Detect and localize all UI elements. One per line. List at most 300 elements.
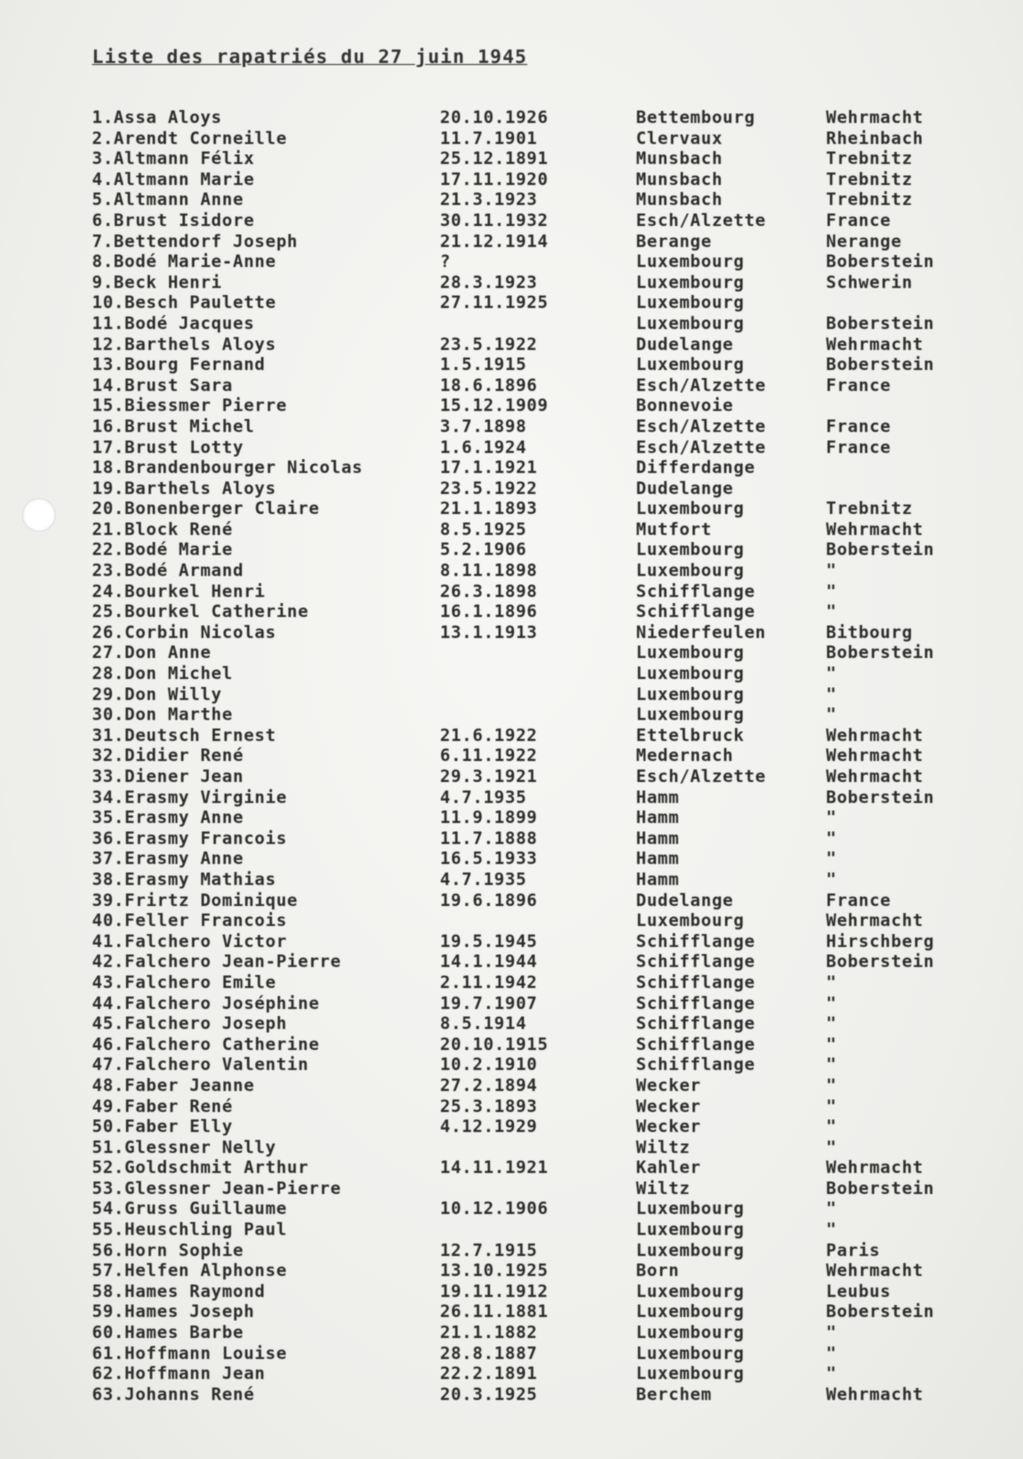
list-item: [0, 1158, 1023, 1179]
entry-name: 43.Falchero Emile: [92, 972, 277, 993]
entry-name: 16.Brust Michel: [92, 416, 255, 437]
entry-name: 18.Brandenbourger Nicolas: [92, 458, 363, 479]
entry-birthdate: 11.7.1888: [440, 828, 538, 849]
entry-name: 28.Don Michel: [92, 664, 233, 685]
entry-place: Luxembourg: [636, 561, 745, 582]
entry-place: Esch/Alzette: [636, 210, 767, 231]
entry-birthdate: 25.3.1893: [440, 1096, 538, 1117]
list-item: [0, 1138, 1023, 1159]
list-item: [0, 767, 1023, 788]
entry-place: Schifflange: [636, 602, 756, 623]
list-item: [0, 376, 1023, 397]
entry-place: Clervaux: [636, 128, 723, 149]
entry-birthdate: 21.12.1914: [440, 231, 549, 252]
entry-birthdate: 12.7.1915: [440, 1240, 538, 1261]
entry-destination: Boberstein: [826, 952, 935, 973]
entry-destination: ": [826, 1323, 837, 1344]
list-item: [0, 788, 1023, 809]
entry-birthdate: 4.7.1935: [440, 787, 527, 808]
entry-birthdate: 21.1.1893: [440, 499, 538, 520]
entry-birthdate: 15.12.1909: [440, 396, 549, 417]
list-item: [0, 540, 1023, 561]
list-item: [0, 808, 1023, 829]
list-item: [0, 252, 1023, 273]
entry-name: 48.Faber Jeanne: [92, 1075, 255, 1096]
entry-destination: ": [826, 1220, 837, 1241]
entry-place: Dudelange: [636, 890, 734, 911]
entry-place: Hamm: [636, 808, 680, 829]
entry-destination: Boberstein: [826, 313, 935, 334]
entry-destination: Trebnitz: [826, 149, 913, 170]
entry-birthdate: 13.10.1925: [440, 1261, 549, 1282]
list-item: [0, 952, 1023, 973]
entry-birthdate: 29.3.1921: [440, 767, 538, 787]
entry-destination: ": [826, 705, 837, 726]
entry-name: 6.Brust Isidore: [92, 210, 255, 231]
entry-place: Luxembourg: [636, 1220, 745, 1241]
entry-destination: Wehrmacht: [826, 519, 924, 540]
entry-birthdate: 8.5.1925: [440, 519, 527, 540]
entry-destination: ": [826, 561, 837, 582]
entry-place: Schifflange: [636, 993, 756, 1014]
entry-destination: France: [826, 437, 892, 458]
entry-place: Bonnevoie: [636, 396, 734, 417]
list-item: [0, 685, 1023, 706]
entry-place: Luxembourg: [636, 705, 745, 726]
entry-name: 39.Frirtz Dominique: [92, 890, 298, 911]
list-item: [0, 1344, 1023, 1365]
entry-birthdate: 19.11.1912: [440, 1281, 549, 1302]
entry-birthdate: ?: [440, 252, 451, 273]
list-item: [0, 870, 1023, 891]
entry-name: 53.Glessner Jean-Pierre: [92, 1178, 342, 1199]
entry-name: 4.Altmann Marie: [92, 169, 255, 190]
entry-place: Dudelange: [636, 478, 734, 499]
entry-birthdate: 27.2.1894: [440, 1075, 538, 1096]
entry-destination: ": [826, 1343, 837, 1364]
entry-place: Luxembourg: [636, 911, 745, 932]
entry-place: Hamm: [636, 869, 680, 890]
entry-place: Luxembourg: [636, 252, 745, 273]
entry-birthdate: 14.1.1944: [440, 952, 538, 973]
entry-destination: Wehrmacht: [826, 746, 924, 767]
entry-birthdate: 17.1.1921: [440, 458, 538, 479]
entry-place: Esch/Alzette: [636, 767, 767, 787]
entry-destination: Hirschberg: [826, 931, 935, 952]
entry-place: Luxembourg: [636, 499, 745, 520]
list-item: [0, 911, 1023, 932]
entry-name: 21.Block René: [92, 519, 233, 540]
entry-place: Hamm: [636, 849, 680, 870]
entry-place: Hamm: [636, 828, 680, 849]
list-item: [0, 1097, 1023, 1118]
entry-birthdate: 28.8.1887: [440, 1343, 538, 1364]
entry-destination: Boberstein: [826, 355, 935, 376]
entry-birthdate: 26.11.1881: [440, 1302, 549, 1323]
entry-name: 46.Falchero Catherine: [92, 1034, 320, 1055]
entry-place: Luxembourg: [636, 313, 745, 334]
entry-name: 22.Bodé Marie: [92, 540, 233, 561]
entry-name: 33.Diener Jean: [92, 767, 244, 787]
entry-name: 54.Gruss Guillaume: [92, 1199, 288, 1220]
entry-place: Medernach: [636, 746, 734, 767]
entry-birthdate: 4.12.1929: [440, 1117, 538, 1138]
entry-birthdate: 10.2.1910: [440, 1055, 538, 1076]
entry-place: Esch/Alzette: [636, 416, 767, 437]
entry-destination: ": [826, 828, 837, 849]
entry-birthdate: 18.6.1896: [440, 375, 538, 396]
list-item: [0, 623, 1023, 644]
entry-name: 63.Johanns René: [92, 1384, 255, 1405]
entry-destination: Wehrmacht: [826, 911, 924, 932]
entry-name: 56.Horn Sophie: [92, 1240, 244, 1261]
list-item: [0, 1302, 1023, 1323]
entry-destination: France: [826, 890, 892, 911]
entry-destination: Boberstein: [826, 252, 935, 273]
entry-name: 55.Heuschling Paul: [92, 1220, 288, 1241]
entry-birthdate: 13.1.1913: [440, 622, 538, 643]
entry-name: 60.Hames Barbe: [92, 1323, 244, 1344]
entry-birthdate: 16.1.1896: [440, 602, 538, 623]
entry-destination: ": [826, 993, 837, 1014]
list-item: [0, 705, 1023, 726]
list-item: [0, 932, 1023, 953]
entry-birthdate: 23.5.1922: [440, 478, 538, 499]
entry-place: Schifflange: [636, 972, 756, 993]
entry-birthdate: 8.5.1914: [440, 1014, 527, 1035]
entry-name: 34.Erasmy Virginie: [92, 787, 288, 808]
entry-birthdate: 3.7.1898: [440, 416, 527, 437]
entry-destination: Trebnitz: [826, 499, 913, 520]
entry-place: Luxembourg: [636, 540, 745, 561]
entry-destination: Boberstein: [826, 1302, 935, 1323]
entry-destination: ": [826, 684, 837, 705]
entry-place: Berange: [636, 231, 712, 252]
entry-place: Munsbach: [636, 169, 723, 190]
entry-name: 30.Don Marthe: [92, 705, 233, 726]
list-item: [0, 1014, 1023, 1035]
list-item: [0, 664, 1023, 685]
entry-place: Wecker: [636, 1117, 702, 1138]
entry-destination: Wehrmacht: [826, 1384, 924, 1405]
entry-birthdate: 22.2.1891: [440, 1364, 538, 1385]
entry-name: 51.Glessner Nelly: [92, 1137, 277, 1158]
entry-name: 23.Bodé Armand: [92, 561, 244, 582]
entry-destination: Trebnitz: [826, 190, 913, 211]
entry-destination: Leubus: [826, 1281, 892, 1302]
entry-birthdate: 19.6.1896: [440, 890, 538, 911]
entry-name: 12.Barthels Aloys: [92, 334, 277, 355]
repatriates-list: [0, 108, 1023, 1405]
list-item: [0, 746, 1023, 767]
entry-destination: Boberstein: [826, 1178, 935, 1199]
list-item: [0, 973, 1023, 994]
list-item: [0, 190, 1023, 211]
entry-place: Luxembourg: [636, 1240, 745, 1261]
entry-place: Luxembourg: [636, 1199, 745, 1220]
entry-name: 32.Didier René: [92, 746, 244, 767]
list-item: [0, 1117, 1023, 1138]
entry-name: 27.Don Anne: [92, 643, 212, 664]
entry-birthdate: 11.7.1901: [440, 128, 538, 149]
entry-name: 25.Bourkel Catherine: [92, 602, 309, 623]
entry-name: 5.Altmann Anne: [92, 190, 244, 211]
entry-place: Mutfort: [636, 519, 712, 540]
entry-birthdate: 16.5.1933: [440, 849, 538, 870]
entry-place: Luxembourg: [636, 293, 745, 314]
entry-destination: Wehrmacht: [826, 1261, 924, 1282]
entry-name: 50.Faber Elly: [92, 1117, 233, 1138]
entry-destination: Wehrmacht: [826, 1158, 924, 1179]
entry-place: Luxembourg: [636, 1343, 745, 1364]
entry-birthdate: 21.1.1882: [440, 1323, 538, 1344]
entry-destination: Boberstein: [826, 643, 935, 664]
list-item: [0, 129, 1023, 150]
list-item: [0, 1035, 1023, 1056]
entry-destination: Wehrmacht: [826, 108, 924, 128]
entry-place: Ettelbruck: [636, 725, 745, 746]
entry-name: 15.Biessmer Pierre: [92, 396, 288, 417]
entry-place: Esch/Alzette: [636, 437, 767, 458]
entry-place: Schifflange: [636, 1014, 756, 1035]
list-item: [0, 458, 1023, 479]
entry-place: Munsbach: [636, 190, 723, 211]
entry-destination: ": [826, 1199, 837, 1220]
entry-destination: ": [826, 869, 837, 890]
entry-destination: Trebnitz: [826, 169, 913, 190]
list-item: [0, 561, 1023, 582]
entry-birthdate: 20.10.1926: [440, 108, 549, 128]
entry-name: 1.Assa Aloys: [92, 108, 223, 128]
entry-birthdate: 27.11.1925: [440, 293, 549, 314]
entry-place: Luxembourg: [636, 643, 745, 664]
entry-destination: ": [826, 1075, 837, 1096]
list-item: [0, 335, 1023, 356]
list-item: [0, 891, 1023, 912]
entry-name: 44.Falchero Joséphine: [92, 993, 320, 1014]
list-item: [0, 994, 1023, 1015]
entry-name: 57.Helfen Alphonse: [92, 1261, 288, 1282]
entry-birthdate: 21.6.1922: [440, 725, 538, 746]
entry-birthdate: 19.5.1945: [440, 931, 538, 952]
entry-name: 40.Feller Francois: [92, 911, 288, 932]
entry-birthdate: 19.7.1907: [440, 993, 538, 1014]
entry-birthdate: 20.3.1925: [440, 1384, 538, 1405]
list-item: [0, 849, 1023, 870]
entry-name: 45.Falchero Joseph: [92, 1014, 288, 1035]
entry-name: 14.Brust Sara: [92, 375, 233, 396]
entry-birthdate: 1.6.1924: [440, 437, 527, 458]
entry-place: Berchem: [636, 1384, 712, 1405]
entry-destination: France: [826, 210, 892, 231]
list-item: [0, 1076, 1023, 1097]
entry-destination: ": [826, 602, 837, 623]
list-item: [0, 417, 1023, 438]
entry-destination: ": [826, 664, 837, 685]
entry-destination: ": [826, 849, 837, 870]
entry-name: 37.Erasmy Anne: [92, 849, 244, 870]
list-item: [0, 1385, 1023, 1406]
list-item: [0, 1179, 1023, 1200]
entry-destination: ": [826, 1096, 837, 1117]
entry-place: Niederfeulen: [636, 622, 767, 643]
entry-name: 20.Bonenberger Claire: [92, 499, 320, 520]
list-item: [0, 520, 1023, 541]
entry-name: 62.Hoffmann Jean: [92, 1364, 266, 1385]
entry-place: Differdange: [636, 458, 756, 479]
entry-name: 61.Hoffmann Louise: [92, 1343, 288, 1364]
entry-destination: Nerange: [826, 231, 902, 252]
entry-name: 35.Erasmy Anne: [92, 808, 244, 829]
entry-name: 9.Beck Henri: [92, 272, 223, 293]
entry-destination: ": [826, 1117, 837, 1138]
entry-destination: ": [826, 1014, 837, 1035]
entry-destination: ": [826, 1364, 837, 1385]
entry-name: 41.Falchero Victor: [92, 931, 288, 952]
entry-destination: Bitbourg: [826, 622, 913, 643]
entry-birthdate: 14.11.1921: [440, 1158, 549, 1179]
list-item: [0, 170, 1023, 191]
entry-place: Kahler: [636, 1158, 702, 1179]
entry-destination: Boberstein: [826, 787, 935, 808]
list-item: [0, 602, 1023, 623]
entry-destination: ": [826, 1055, 837, 1076]
entry-name: 7.Bettendorf Joseph: [92, 231, 298, 252]
entry-place: Wiltz: [636, 1178, 691, 1199]
entry-name: 52.Goldschmit Arthur: [92, 1158, 309, 1179]
entry-birthdate: 26.3.1898: [440, 581, 538, 602]
entry-name: 26.Corbin Nicolas: [92, 622, 277, 643]
list-item: [0, 643, 1023, 664]
entry-place: Esch/Alzette: [636, 375, 767, 396]
entry-destination: Schwerin: [826, 272, 913, 293]
entry-place: Luxembourg: [636, 1281, 745, 1302]
entry-place: Schifflange: [636, 581, 756, 602]
list-item: [0, 1261, 1023, 1282]
list-item: [0, 211, 1023, 232]
list-item: [0, 396, 1023, 417]
entry-destination: ": [826, 808, 837, 829]
entry-name: 2.Arendt Corneille: [92, 128, 288, 149]
list-item: [0, 726, 1023, 747]
entry-birthdate: 4.7.1935: [440, 869, 527, 890]
entry-birthdate: 2.11.1942: [440, 972, 538, 993]
entry-birthdate: 23.5.1922: [440, 334, 538, 355]
entry-name: 10.Besch Paulette: [92, 293, 277, 314]
entry-place: Luxembourg: [636, 664, 745, 685]
entry-destination: Wehrmacht: [826, 767, 924, 787]
entry-place: Dudelange: [636, 334, 734, 355]
list-item: [0, 232, 1023, 253]
list-item: [0, 479, 1023, 500]
entry-name: 19.Barthels Aloys: [92, 478, 277, 499]
entry-place: Luxembourg: [636, 272, 745, 293]
entry-destination: Wehrmacht: [826, 725, 924, 746]
entry-destination: Rheinbach: [826, 128, 924, 149]
entry-name: 59.Hames Joseph: [92, 1302, 255, 1323]
entry-name: 29.Don Willy: [92, 684, 223, 705]
list-item: [0, 438, 1023, 459]
entry-destination: France: [826, 375, 892, 396]
entry-place: Luxembourg: [636, 684, 745, 705]
list-item: [0, 293, 1023, 314]
entry-place: Wecker: [636, 1075, 702, 1096]
entry-destination: ": [826, 581, 837, 602]
entry-name: 8.Bodé Marie-Anne: [92, 252, 277, 273]
list-item: [0, 1241, 1023, 1262]
entry-name: 42.Falchero Jean-Pierre: [92, 952, 342, 973]
list-item: [0, 355, 1023, 376]
entry-name: 38.Erasmy Mathias: [92, 869, 277, 890]
entry-birthdate: 11.9.1899: [440, 808, 538, 829]
entry-birthdate: 30.11.1932: [440, 210, 549, 231]
entry-birthdate: 28.3.1923: [440, 272, 538, 293]
entry-place: Wecker: [636, 1096, 702, 1117]
entry-place: Luxembourg: [636, 355, 745, 376]
entry-place: Schifflange: [636, 952, 756, 973]
entry-destination: ": [826, 1137, 837, 1158]
list-item: [0, 1055, 1023, 1076]
entry-name: 17.Brust Lotty: [92, 437, 244, 458]
list-item: [0, 1220, 1023, 1241]
list-item: [0, 829, 1023, 850]
entry-name: 31.Deutsch Ernest: [92, 725, 277, 746]
entry-destination: ": [826, 1034, 837, 1055]
document-title: Liste des rapatriés du 27 juin 1945: [92, 46, 528, 68]
entry-birthdate: 17.11.1920: [440, 169, 549, 190]
entry-name: 11.Bodé Jacques: [92, 313, 255, 334]
entry-destination: Boberstein: [826, 540, 935, 561]
entry-birthdate: 20.10.1915: [440, 1034, 549, 1055]
entry-name: 49.Faber René: [92, 1096, 233, 1117]
list-item: [0, 149, 1023, 170]
entry-birthdate: 8.11.1898: [440, 561, 538, 582]
entry-name: 47.Falchero Valentin: [92, 1055, 309, 1076]
list-item: [0, 499, 1023, 520]
entry-place: Bettembourg: [636, 108, 756, 128]
entry-birthdate: 5.2.1906: [440, 540, 527, 561]
list-item: [0, 582, 1023, 603]
list-item: [0, 1364, 1023, 1385]
entry-place: Munsbach: [636, 149, 723, 170]
entry-place: Luxembourg: [636, 1323, 745, 1344]
list-item: [0, 1199, 1023, 1220]
list-item: [0, 273, 1023, 294]
entry-place: Schifflange: [636, 1055, 756, 1076]
entry-place: Hamm: [636, 787, 680, 808]
list-item: [0, 1323, 1023, 1344]
entry-place: Schifflange: [636, 931, 756, 952]
entry-birthdate: 1.5.1915: [440, 355, 527, 376]
entry-destination: Wehrmacht: [826, 334, 924, 355]
entry-place: Schifflange: [636, 1034, 756, 1055]
entry-name: 24.Bourkel Henri: [92, 581, 266, 602]
entry-name: 13.Bourg Fernand: [92, 355, 266, 376]
entry-destination: France: [826, 416, 892, 437]
entry-birthdate: 21.3.1923: [440, 190, 538, 211]
entry-birthdate: 25.12.1891: [440, 149, 549, 170]
entry-place: Born: [636, 1261, 680, 1282]
entry-name: 3.Altmann Félix: [92, 149, 255, 170]
entry-destination: Paris: [826, 1240, 881, 1261]
list-item: [0, 108, 1023, 129]
entry-place: Luxembourg: [636, 1302, 745, 1323]
entry-place: Luxembourg: [636, 1364, 745, 1385]
entry-place: Wiltz: [636, 1137, 691, 1158]
entry-name: 36.Erasmy Francois: [92, 828, 288, 849]
entry-birthdate: 10.12.1906: [440, 1199, 549, 1220]
list-item: [0, 1282, 1023, 1303]
